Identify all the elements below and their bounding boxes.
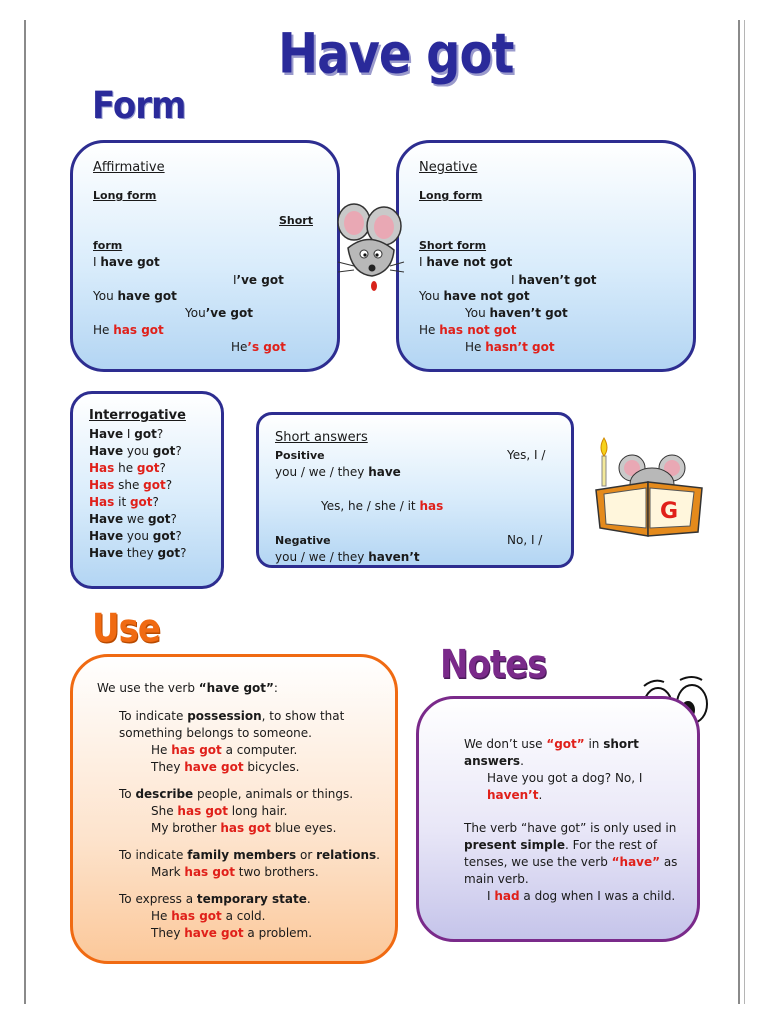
negative-label: Negative (275, 534, 331, 547)
right-border (738, 20, 740, 1004)
neg-row-1: I have not got (419, 255, 513, 269)
neg-row-3: You have not got (419, 289, 530, 303)
short-form-label-cont: form (93, 239, 123, 252)
aff-row-2: I’ve got (233, 273, 284, 287)
long-form-label: Long form (93, 189, 157, 202)
use-example-5: Mark has got two brothers. (151, 865, 319, 879)
int-row-8: Have they got? (89, 546, 187, 560)
page-title: Have got (278, 22, 514, 87)
int-row-4: Has she got? (89, 478, 173, 492)
aff-row-5: He has got (93, 323, 164, 337)
affirmative-box (70, 140, 340, 372)
negative-box (396, 140, 696, 372)
use-possession-2: something belongs to someone. (119, 726, 312, 740)
note-example-1: Have you got a dog? No, I (487, 771, 643, 785)
svg-text:G: G (660, 499, 679, 524)
left-border (24, 20, 26, 1004)
short-form-label: Short (279, 214, 313, 227)
int-row-2: Have you got? (89, 444, 182, 458)
negative-answer-right: No, I / (507, 533, 543, 547)
interrogative-box (70, 391, 224, 589)
note-example-1-neg: haven’t. (487, 788, 543, 802)
use-describe: To describe people, animals or things. (119, 787, 354, 801)
note-example-2: I had a dog when I was a child. (487, 889, 676, 903)
neg-short-form-label: Short form (419, 239, 487, 252)
note-2-line-3: tenses, we use the verb “have” as (464, 855, 678, 869)
neg-row-5: He has not got (419, 323, 517, 337)
neg-row-6: He hasn’t got (465, 340, 555, 354)
mouse-reading-book-icon (590, 428, 708, 540)
affirmative-heading: Affirmative (93, 160, 165, 175)
aff-row-4: You’ve got (185, 306, 253, 320)
int-row-3: Has he got? (89, 461, 166, 475)
positive-answer-right: Yes, I / (507, 448, 546, 462)
use-family: To indicate family members or relations. (119, 848, 380, 862)
note-2-line-1: The verb “have got” is only used in (464, 821, 677, 835)
negative-heading: Negative (419, 160, 478, 175)
aff-row-1: I have got (93, 255, 160, 269)
form-heading: Form (92, 84, 186, 128)
notes-heading: Notes (440, 642, 547, 688)
int-row-6: Have we got? (89, 512, 177, 526)
note-1-line-2: answers. (464, 754, 524, 768)
aff-row-6: He’s got (231, 340, 286, 354)
use-example-3: She has got long hair. (151, 804, 288, 818)
note-2-line-4: main verb. (464, 872, 529, 886)
neg-row-4: You haven’t got (465, 306, 568, 320)
notes-box (416, 696, 700, 942)
use-possession-1: To indicate possession, to show that (119, 709, 345, 723)
right-border-inner (744, 20, 745, 1004)
int-row-5: Has it got? (89, 495, 159, 509)
negative-answer-line-2: you / we / they haven’t (275, 550, 420, 564)
positive-answer-line-2: you / we / they have (275, 465, 401, 479)
use-temporary: To express a temporary state. (119, 892, 311, 906)
interrogative-heading: Interrogative (89, 408, 186, 423)
use-example-7: They have got a problem. (151, 926, 313, 940)
use-example-1: He has got a computer. (151, 743, 298, 757)
int-row-1: Have I got? (89, 427, 164, 441)
short-answers-heading: Short answers (275, 430, 368, 445)
use-heading: Use (92, 606, 160, 652)
mouse-clipart-icon (334, 200, 406, 296)
positive-label: Positive (275, 449, 325, 462)
positive-answer-line-3: Yes, he / she / it has (321, 499, 444, 513)
aff-row-3: You have got (93, 289, 177, 303)
note-2-line-2: present simple. For the rest of (464, 838, 658, 852)
note-1-line-1: We don’t use “got” in short (464, 737, 639, 751)
neg-long-form-label: Long form (419, 189, 483, 202)
use-example-2: They have got bicycles. (151, 760, 300, 774)
short-answers-box (256, 412, 574, 568)
use-intro: We use the verb “have got”: (97, 681, 278, 695)
int-row-7: Have you got? (89, 529, 182, 543)
use-example-4: My brother has got blue eyes. (151, 821, 337, 835)
use-box (70, 654, 398, 964)
use-example-6: He has got a cold. (151, 909, 266, 923)
neg-row-2: I haven’t got (511, 273, 597, 287)
